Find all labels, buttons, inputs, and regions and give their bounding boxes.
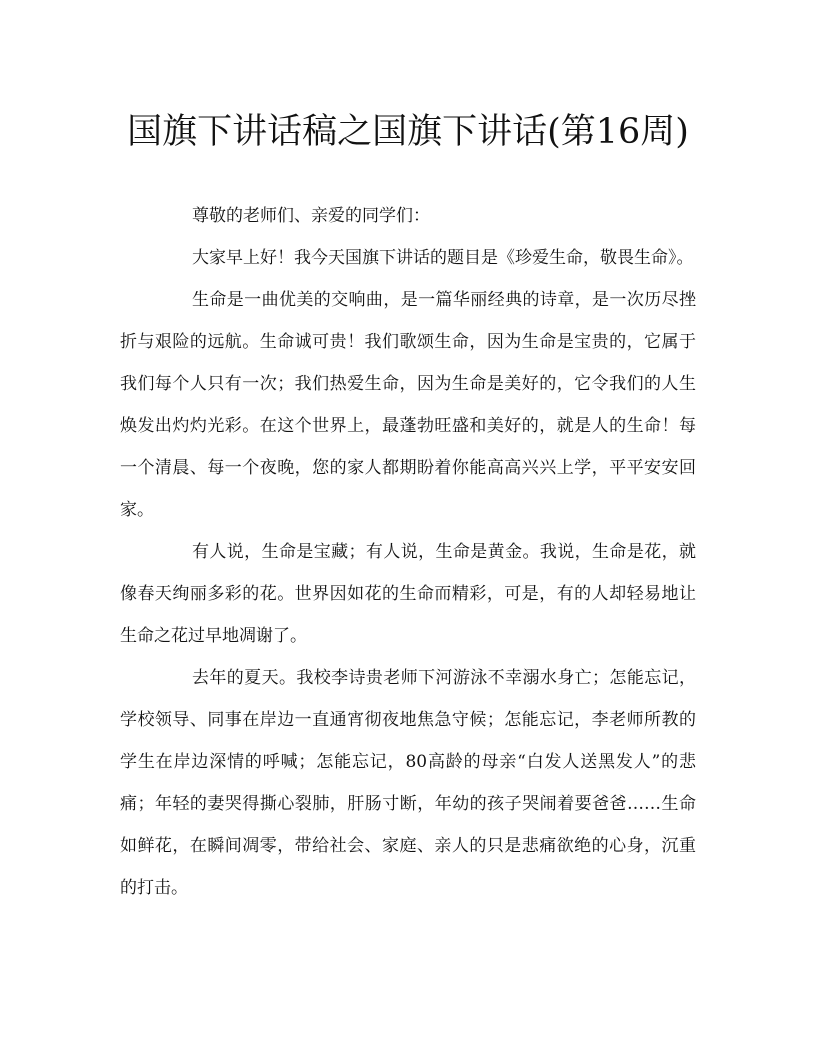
document-title: 国旗下讲话稿之国旗下讲话(第16周) (127, 112, 689, 152)
body-paragraph: 去年的夏天。我校李诗贵老师下河游泳不幸溺水身亡；怎能忘记，学校领导、同事在岸边一直通宵彻夜地焦急守候；怎能忘记，李老师所教的学生在岸边深情的呼喊；怎能忘记，80高龄的母亲“白发人送黑发人”的悲痛；年轻的妻哭得撕心裂肺，肝肠寸断，年幼的孩子哭闹着要爸爸……生命如鲜花，在瞬间凋零，带给社会、家庭、亲人的只是悲痛欲绝的心身，沉重的打击。 (120, 668, 696, 898)
body-paragraph: 生命是一曲优美的交响曲，是一篇华丽经典的诗章，是一次历尽挫折与艰险的远航。生命诚可贵！我们歌颂生命，因为生命是宝贵的，它属于我们每个人只有一次；我们热爱生命，因为生命是美好的，它令我们的人生焕发出灼灼光彩。在这个世界上，最蓬勃旺盛和美好的，就是人的生命！每一个清晨、每一个夜晚，您的家人都期盼着你能高高兴兴上学，平平安安回家。 (120, 290, 696, 520)
body-paragraph: 有人说，生命是宝藏；有人说，生命是黄金。我说，生命是花，就像春天绚丽多彩的花。世界因如花的生命而精彩，可是，有的人却轻易地让生命之花过早地凋谢了。 (120, 542, 696, 646)
greeting-paragraph: 大家早上好！我今天国旗下讲话的题目是《珍爱生命，敬畏生命》。 (192, 248, 694, 268)
document-body (120, 195, 696, 909)
salutation-paragraph: 尊敬的老师们、亲爱的同学们： (192, 206, 430, 226)
